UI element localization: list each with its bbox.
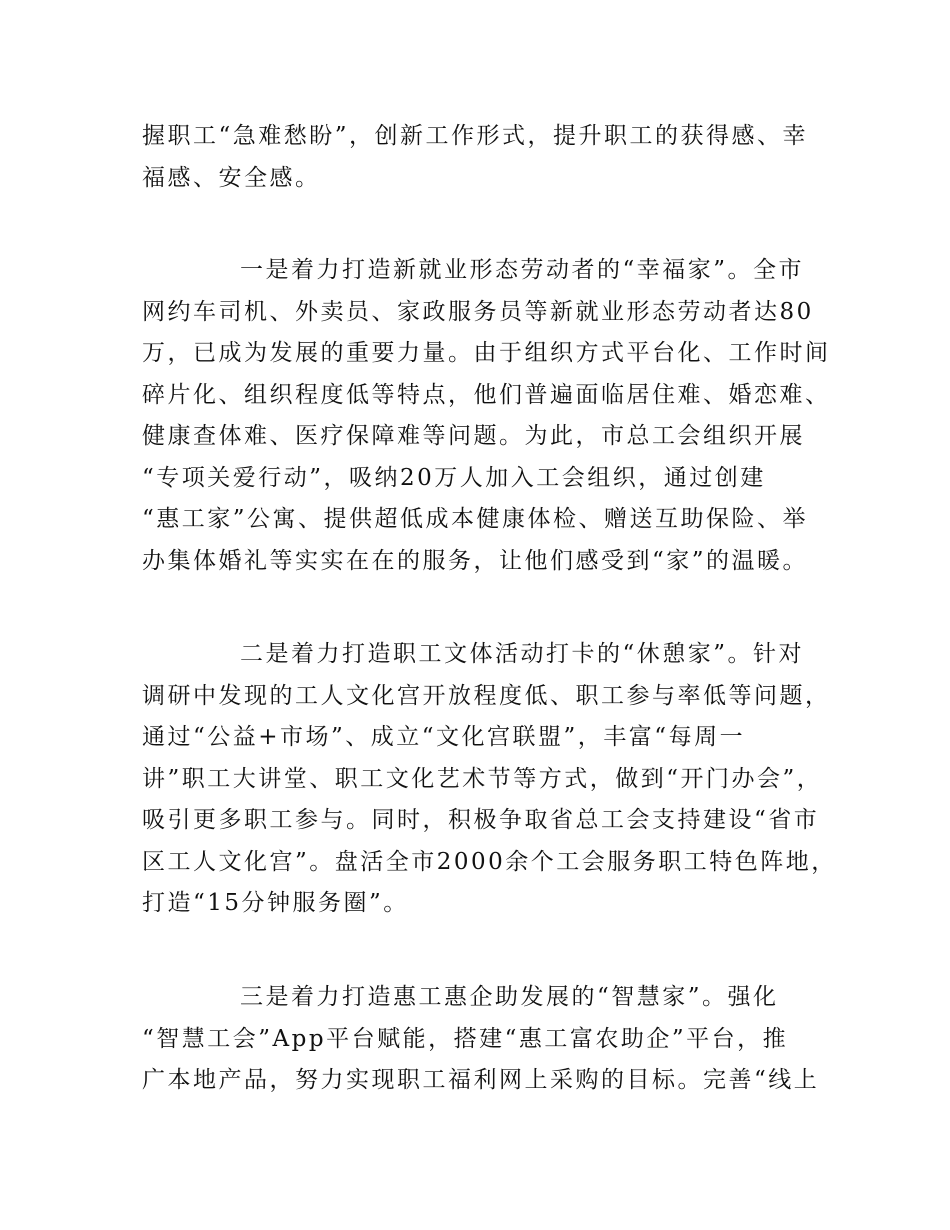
paragraph-line: 万，已成为发展的重要力量。由于组织方式平台化、工作时间: [142, 340, 831, 366]
paragraph-4: [142, 977, 820, 1102]
paragraph-line: 区工人文化宫”。盘活全市2000余个工会服务职工特色阵地，: [142, 848, 837, 875]
paragraph-line: 通过“公益+市场”、成立“文化宫联盟”，丰富“每周一: [142, 724, 746, 750]
paragraph-line: 办集体婚礼等实实在在的服务，让他们感受到“家”的温暖。: [142, 547, 809, 574]
paragraph-line: “专项关爱行动”，吸纳20万人加入工会组织，通过创建: [142, 464, 766, 491]
paragraph-line: 吸引更多职工参与。同时，积极争取省总工会支持建设“省市: [142, 807, 820, 833]
paragraph-line: 握职工“急难愁盼”，创新工作形式，提升职工的获得感、幸: [142, 123, 809, 149]
paragraph-line: 健康查体难、医疗保障难等问题。为此，市总工会组织开展: [142, 423, 805, 449]
paragraph-line: 调研中发现的工人文化宫开放程度低、职工参与率低等问题，: [142, 682, 831, 709]
paragraph-line: “惠工家”公寓、提供超低成本健康体检、赠送互助保险、举: [142, 506, 809, 532]
paragraph-line: 网约车司机、外卖员、家政服务员等新就业形态劳动者达80: [142, 298, 814, 325]
paragraph-1: [142, 116, 814, 199]
paragraph-line: 福感、安全感。: [142, 164, 321, 191]
paragraph-line: 二是着力打造职工文体活动打卡的“休憩家”。针对: [240, 641, 805, 667]
paragraph-3: [142, 634, 837, 925]
paragraph-line: 一是着力打造新就业形态劳动者的“幸福家”。全市: [240, 257, 805, 283]
paragraph-line: 讲”职工大讲堂、职工文化艺术节等方式，做到“开门办会”，: [142, 765, 823, 792]
paragraph-line: 三是着力打造惠工惠企助发展的“智慧家”。强化: [240, 984, 779, 1010]
paragraph-line: “智慧工会”App平台赋能，搭建“惠工富农助企”平台，推: [142, 1025, 789, 1052]
paragraph-line: 广本地产品，努力实现职工福利网上采购的目标。完善“线上: [142, 1067, 820, 1093]
paragraph-line: 打造“15分钟服务圈”。: [142, 890, 409, 916]
paragraph-line: 碎片化、组织程度低等特点，他们普遍面临居住难、婚恋难、: [142, 381, 831, 408]
paragraph-2: [142, 250, 831, 582]
